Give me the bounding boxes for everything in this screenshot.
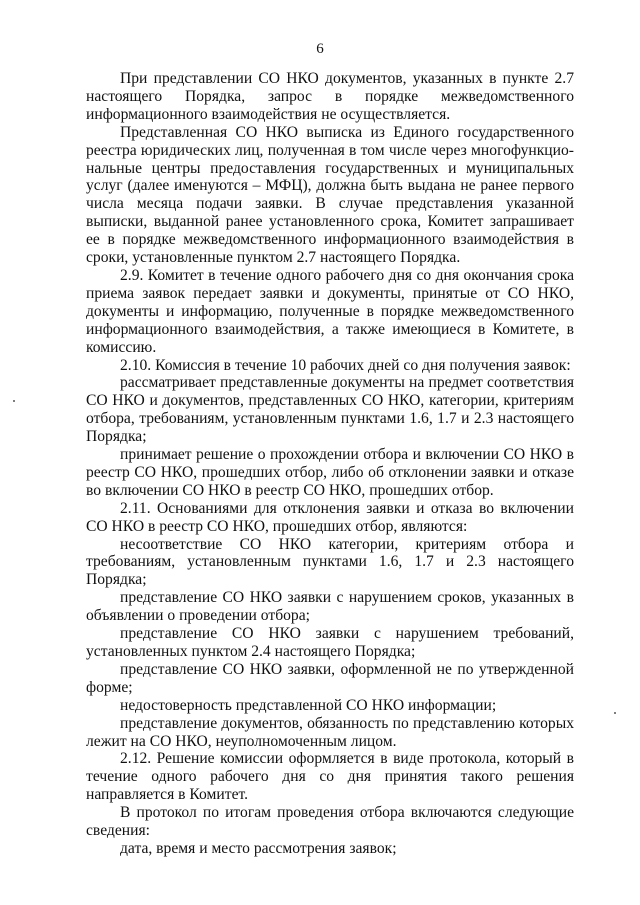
paragraph-2-10-review: рассматривает представленные документы на предмет соответствия СО НКО и документов, представленных СО НКО, категории, критериям отбора, требованиям, установленным пунктами 1.6, 1.7 и 2.3 настоящего Порядка; xyxy=(86,374,574,446)
paragraph-protocol-item-date: дата, время и место рассмотрения заявок; xyxy=(120,839,397,857)
paragraph-2-11-item-requirements: представление СО НКО заявки с нарушением требований, установленных пунктом 2.4 настоящего Порядка; xyxy=(86,625,574,660)
scan-speck xyxy=(614,712,616,714)
paragraph-2-11-item-deadline: представление СО НКО заявки с нарушением сроков, указанных в объявлении о проведении отбора; xyxy=(86,589,574,625)
paragraph-interagency-request: При представлении СО НКО документов, указанных в пункте 2.7 настоящего Порядка, запрос в порядке межведомственного информационного взаимодействия не осуществляется. xyxy=(86,70,574,123)
paragraph-2-9: 2.9. Комитет в течение одного рабочего дня со дня окончания срока приема заявок передает заявки и документы, принятые от СО НКО, документы и информацию, полученные в порядке межведомственного информационного взаимодействия, а также имеющиеся в Комитете, в комиссию. xyxy=(86,266,574,356)
paragraph-egrul-extract: Представленная СО НКО выписка из Единого государственного реестра юридических лиц, полученная в том числе через многофункциональные центры предоставления государственных и муниципальных услуг (далее именуются – МФЦ), должна быть выдана не ранее первого числа месяца подачи заявки. В случае представления указанной выписки, выданной ранее установленного срока, Комитет запрашивает ее в порядке межведомственного информационного взаимодействия в сроки, установленные пунктом 2.7 настоящего Порядка. xyxy=(86,123,574,267)
paragraph-2-12: 2.12. Решение комиссии оформляется в виде протокола, который в течение одного рабочего дня со дня принятия такого решения направляется в Комитет. xyxy=(86,750,574,804)
page-number: 6 xyxy=(316,41,324,57)
paragraph-protocol-intro: В протокол по итогам проведения отбора включаются следующие сведения: xyxy=(86,804,574,840)
paragraph-2-10-decision: принимает решение о прохождении отбора и включении СО НКО в реестр СО НКО, прошедших отбор, либо об отклонении заявки и отказе во включении СО НКО в реестр СО НКО, прошедших отбор. xyxy=(86,446,574,499)
paragraph-2-11-item-accuracy: недостоверность представленной СО НКО информации; xyxy=(120,696,497,714)
paragraph-2-10: 2.10. Комиссия в течение 10 рабочих дней со дня получения заявок: xyxy=(120,356,571,374)
paragraph-2-11-item-category: несоответствие СО НКО категории, критериям отбора и требованиям, установленным пунктами 1.6, 1.7 и 2.3 настоящего Порядка; xyxy=(86,535,574,589)
paragraph-2-11-item-form: представление СО НКО заявки, оформленной не по утвержденной форме; xyxy=(86,660,574,696)
paragraph-2-11: 2.11. Основаниями для отклонения заявки и отказа во включении СО НКО в реестр СО НКО, прошедших отбор, являются: xyxy=(86,499,574,535)
scan-speck xyxy=(13,400,15,402)
document-body xyxy=(86,70,574,858)
paragraph-2-11-item-authority: представление документов, обязанность по представлению которых лежит на СО НКО, неуполномоченным лицом. xyxy=(86,714,574,750)
